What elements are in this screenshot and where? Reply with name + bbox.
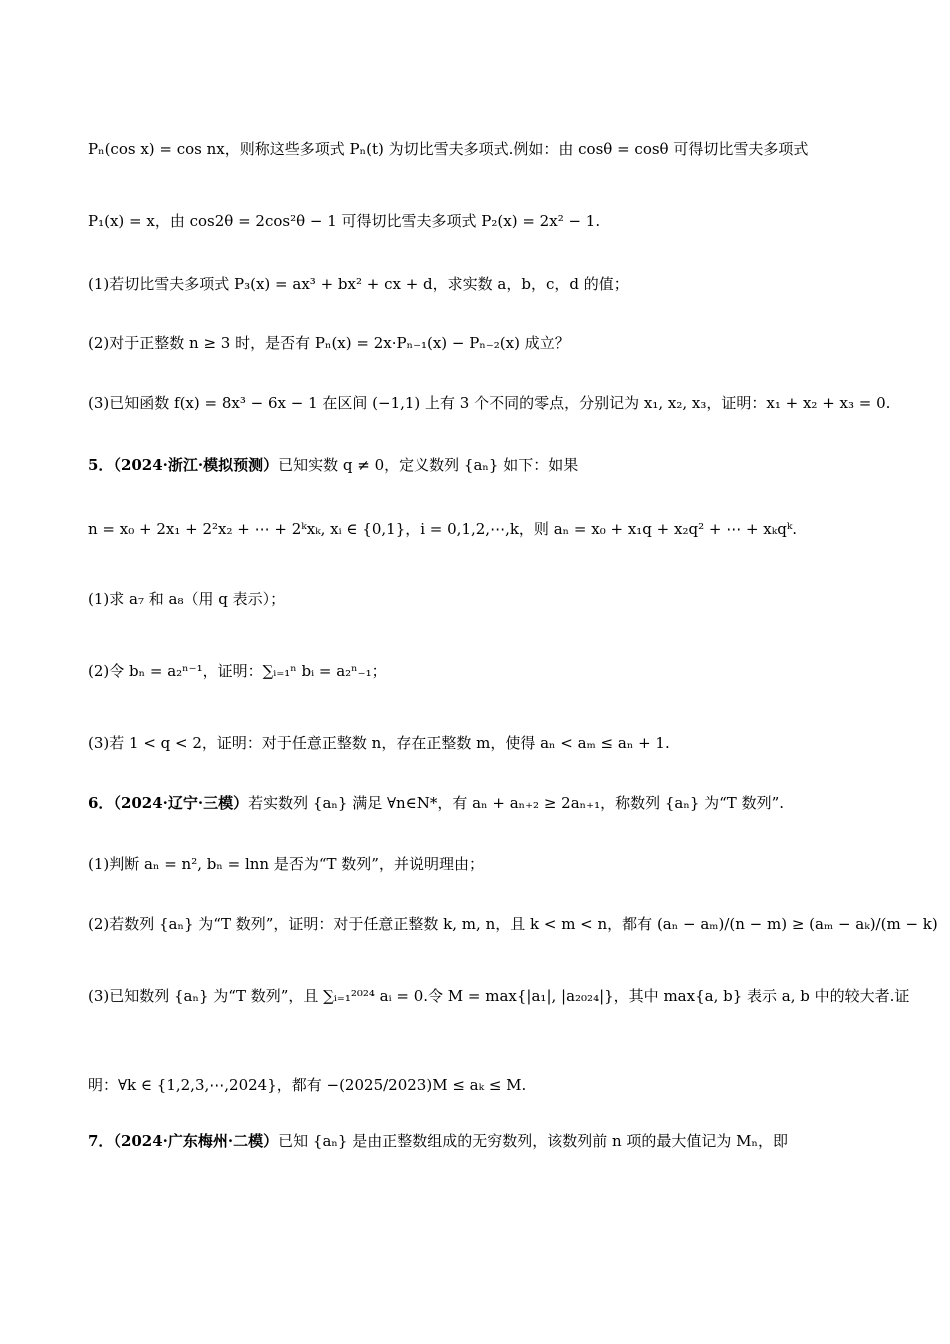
text-line: (1)判断 aₙ = n², bₙ = lnn 是否为“T 数列”，并说明理由； xyxy=(88,855,484,873)
question-source: （2024·浙江·模拟预测） xyxy=(113,456,279,474)
question-source: （2024·辽宁·三模） xyxy=(113,794,249,812)
text-line: (3)若 1 < q < 2，证明：对于任意正整数 n，存在正整数 m，使得 aₙ < aₘ ≤ aₙ + 1. xyxy=(88,734,670,752)
text-line: (2)令 bₙ = a₂ⁿ⁻¹，证明：∑ᵢ₌₁ⁿ bᵢ = a₂ⁿ₋₁； xyxy=(88,662,387,680)
question-number: 5． xyxy=(88,456,114,474)
text-line: P₁(x) = x，由 cos2θ = 2cos²θ − 1 可得切比雪夫多项式 P₂(x) = 2x² − 1. xyxy=(88,212,601,230)
text-line: 明：∀k ∈ {1,2,3,⋯,2024}，都有 −(2025/2023)M ≤ aₖ ≤ M. xyxy=(88,1076,527,1094)
question-stem: 已知 {aₙ} 是由正整数组成的无穷数列，该数列前 n 项的最大值记为 Mₙ，即 xyxy=(278,1132,789,1150)
text-line: (3)已知数列 {aₙ} 为“T 数列”，且 ∑ᵢ₌₁²⁰²⁴ aᵢ = 0.令 M = max{|a₁|, |a₂₀₂₄|}，其中 max{a, b} 表示 a, b 中的较大者.证 xyxy=(88,987,910,1005)
text-line: n = x₀ + 2x₁ + 2²x₂ + ⋯ + 2ᵏxₖ, xᵢ ∈ {0,1}，i = 0,1,2,⋯,k，则 aₙ = x₀ + x₁q + x₂q² + ⋯ + xₖqᵏ. xyxy=(88,520,798,538)
text-line: (2)若数列 {aₙ} 为“T 数列”，证明：对于任意正整数 k, m, n，且 k < m < n，都有 (aₙ − aₘ)/(n − m) ≥ (aₘ − aₖ)/(m − k) xyxy=(88,915,938,933)
question-5-heading xyxy=(88,454,878,476)
question-7-heading xyxy=(88,1130,878,1152)
question-6-heading xyxy=(88,792,878,814)
text-line: Pₙ(cos x) = cos nx，则称这些多项式 Pₙ(t) 为切比雪夫多项式.例如：由 cosθ = cosθ 可得切比雪夫多项式 xyxy=(88,140,809,158)
text-line: (2)对于正整数 n ≥ 3 时，是否有 Pₙ(x) = 2x·Pₙ₋₁(x) − Pₙ₋₂(x) 成立？ xyxy=(88,334,570,352)
text-line: (1)若切比雪夫多项式 P₃(x) = ax³ + bx² + cx + d，求实数 a，b，c，d 的值； xyxy=(88,275,629,293)
question-stem: 已知实数 q ≠ 0，定义数列 {aₙ} 如下：如果 xyxy=(278,456,579,474)
question-stem: 若实数列 {aₙ} 满足 ∀n∈N*，有 aₙ + aₙ₊₂ ≥ 2aₙ₊₁，称数列 {aₙ} 为“T 数列”. xyxy=(248,794,785,812)
question-number: 6． xyxy=(88,794,114,812)
question-number: 7． xyxy=(88,1132,114,1150)
text-line: (3)已知函数 f(x) = 8x³ − 6x − 1 在区间 (−1,1) 上有 3 个不同的零点，分别记为 x₁, x₂, x₃，证明：x₁ + x₂ + x₃ = 0. xyxy=(88,394,891,412)
text-line: (1)求 a₇ 和 a₈（用 q 表示）； xyxy=(88,590,286,608)
question-source: （2024·广东梅州·二模） xyxy=(113,1132,279,1150)
